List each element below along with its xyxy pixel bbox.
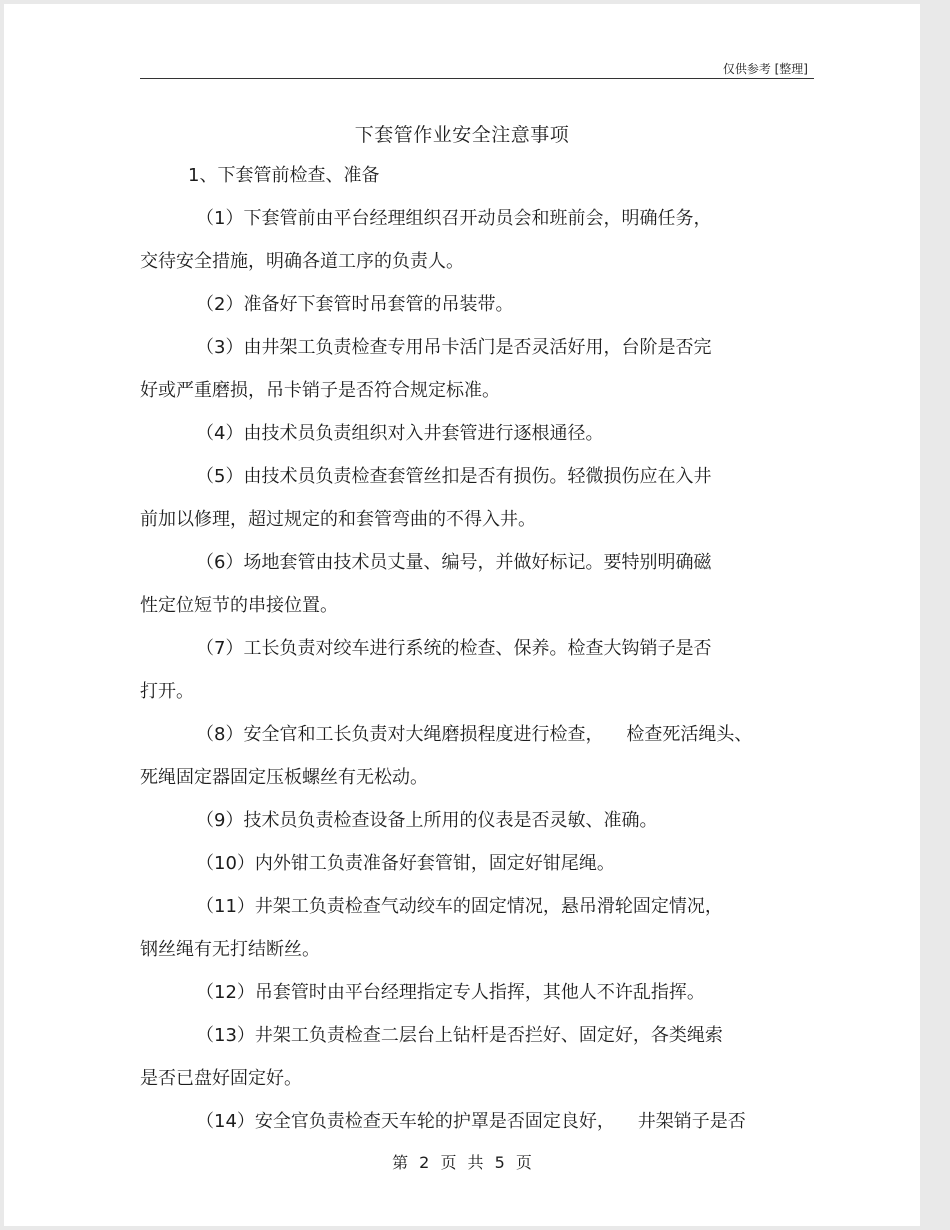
header-divider <box>140 78 814 79</box>
paragraph-line: （11）井架工负责检查气动绞车的固定情况，悬吊滑轮固定情况， <box>196 896 723 917</box>
page-number: 第 2 页 共 5 页 <box>392 1153 532 1172</box>
paragraph-line: （6）场地套管由技术员丈量、编号，并做好标记。要特别明确磁 <box>196 552 712 573</box>
paragraph-line: 死绳固定器固定压板螺丝有无松动。 <box>140 767 428 788</box>
paragraph-line: （5）由技术员负责检查套管丝扣是否有损伤。轻微损伤应在入井 <box>196 466 712 487</box>
paragraph-line: 打开。 <box>140 681 194 702</box>
paragraph-line: 钢丝绳有无打结断丝。 <box>140 939 320 960</box>
paragraph-line: （10）内外钳工负责准备好套管钳，固定好钳尾绳。 <box>196 853 615 874</box>
document-title: 下套管作业安全注意事项 <box>354 124 570 146</box>
paragraph-line: 交待安全措施，明确各道工序的负责人。 <box>140 251 464 272</box>
paragraph-line: 好或严重磨损，吊卡销子是否符合规定标准。 <box>140 380 500 401</box>
paragraph-line: （3）由井架工负责检查专用吊卡活门是否灵活好用，台阶是否完 <box>196 337 712 358</box>
paragraph-line: （1）下套管前由平台经理组织召开动员会和班前会，明确任务， <box>196 208 712 229</box>
paragraph-line: （14）安全官负责检查天车轮的护罩是否固定良好， 井架销子是否 <box>196 1111 746 1132</box>
paragraph-line: （7）工长负责对绞车进行系统的检查、保养。检查大钩销子是否 <box>196 638 712 659</box>
document-page <box>4 4 920 1226</box>
paragraph-line: （12）吊套管时由平台经理指定专人指挥，其他人不许乱指挥。 <box>196 982 705 1003</box>
paragraph-line: （4）由技术员负责组织对入井套管进行逐根通径。 <box>196 423 604 444</box>
paragraph-line: 性定位短节的串接位置。 <box>140 595 338 616</box>
paragraph-line: 1、下套管前检查、准备 <box>188 165 380 186</box>
header-label: 仅供参考 [整理] <box>722 62 808 76</box>
paragraph-line: （8）安全官和工长负责对大绳磨损程度进行检查， 检查死活绳头、 <box>196 724 753 745</box>
paragraph-line: 是否已盘好固定好。 <box>140 1068 302 1089</box>
paragraph-line: （13）井架工负责检查二层台上钻杆是否拦好、固定好，各类绳索 <box>196 1025 723 1046</box>
paragraph-line: 前加以修理，超过规定的和套管弯曲的不得入井。 <box>140 509 536 530</box>
document-body <box>140 154 804 1143</box>
paragraph-line: （9）技术员负责检查设备上所用的仪表是否灵敏、准确。 <box>196 810 658 831</box>
paragraph-line: （2）准备好下套管时吊套管的吊装带。 <box>196 294 514 315</box>
